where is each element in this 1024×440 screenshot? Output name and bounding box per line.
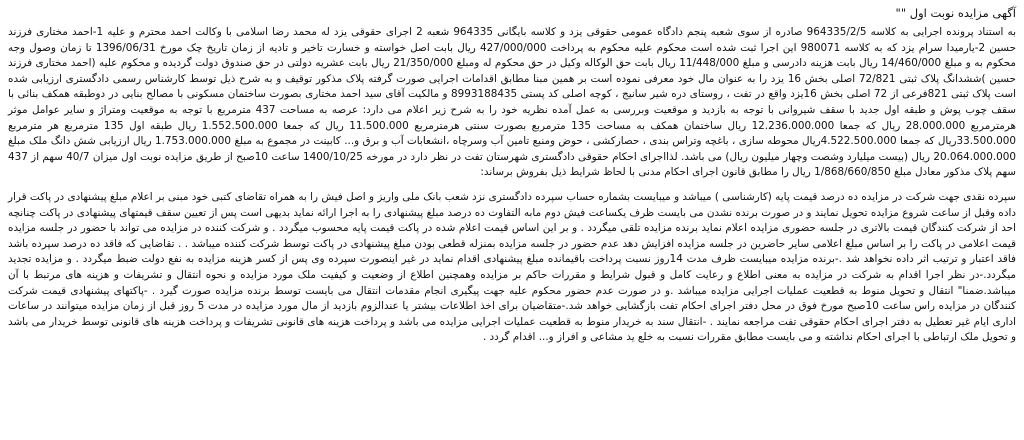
paragraph-divider <box>8 181 1016 190</box>
notice-title: آگهی مزایده نوبت اول "" <box>895 6 1016 20</box>
notice-body-paragraph-1: به استناد پرونده اجرایی به کلاسه 964335/2/5 صادره از سوی شعبه پنجم دادگاه عمومی حقوقی یزد و کلاسه بایگانی 964335 شعبه 2 اجرای حقوقی یزد له محمد رضا اسلامی با وکالت احمد محترم و علیه 1-احمد مختاری فرزند حسین 2-یارمیدا سرام یزد که به کلاسه 980071 این اجرا ثبت شده است محکوم علیه محکوم به پرداخت 427/000/000 ریال بابت اصل خواسته و خسارت تاخیر و تادیه از زمان تاریخ چک مورخ 1396/06/31 تا زمان وصول وجه محکوم به و مبلغ 14/460/000 ریال بابت هزینه دادرسی و مبلغ 11/448/000 ریال بابت حق الوکاله وکیل در حق محکوم له ومبلغ 21/350/000 ریال بابت عشریه دولتی در حق صندوق دولت گردیده و محکوم علیه (احمد مختاری فرزند حسین )ششدانگ پلاک ثبتی 72/821 اصلی بخش 16 یزد را به عنوان مال خود معرفی نموده است بر همین مبنا مطابق اقدامات اجرایی صورت گرفته پلاک مذکور توقیف و به شرح ذیل توسط کارشناس رسمی دادگستری ارزیابی شده است پلاک ثبتی 821فرعی از 72 اصلی بخش 16یزد واقع در تفت ، روستای دره شیر سانیج ، کوچه اصلی کد پستی 8993188435 و مالکیت آقای سید احمد مختاری بصورت ساختمان مسکونی با مصالح بنایی در دوطبقه همکف بنائی با سقف چوب پوش و طبقه اول جدید با سقف شیروانی با توجه به بازدید و موقعیت وبررسی به عمل آمده نظریه خود را به شرح زیر اعلام می دارد: عرصه به مساحت 437 مترمربع با توجه به موقعیت ومتراژ و سایر عوامل موثر هرمترمربع 28.000.000 ریال که جمعا 12.236.000.000 ریال ساختمان همکف به مساحت 135 مترمربع بصورت سنتی هرمترمربع 11.500.000 ریال که جمعا 1.552.500.000 ریال طبقه اول 135 مترمربع هر مترمربع 33.500.000ریال که جمعا 4.522.500.000ریال محوطه سازی ، باغچه وتراس بندی ، حصارکشی ، حوض ومنبع تامین آب وسرچاه ،انشعابات آب و برق و... کابینت در مجموع به مبلغ 1.753.000.000 ریال ارزیابی شش دانگ ملک مبلغ 20.064.000.000 ریال (بیست میلیارد وشصت وچهار میلیون ریال) می باشد. لذااجرای احکام حقوقی دادگستری شهرستان تفت در نظر دارد در مورخه 1400/10/25 ساعت 10صبح از طریق مزایده نوبت اول میزان 40/7 سهم از 437 سهم پلاک مذکور معادل مبلغ 1/868/660/850 ریال را مطابق قانون اجرای احکام مدنی با لحاظ شرایط ذیل بفروش برساند: <box>8 26 1017 179</box>
notice-body-paragraph-2: سپرده نقدی جهت شرکت در مزایده ده درصد قیمت پایه (کارشناسی ) میباشد و میبایست بشماره حساب سپرده دادگستری نزد شعب بانک ملی واریز و اصل فیش را به همراه تقاضای کتبی خود مبنی بر اعلام مبلغ پیشنهادی در پاکت قرار داده وقبل از ساعت شروع مزایده تحویل نمایند و در صورت برنده نشدن می بایست ظرف یکساعت فیش دوم مابه التفاوت ده درصد مبلغ پیشنهادی را به اجرا ارائه نماید بدیهی است پس از تعیین سقف قیمتهای پیشنهادی در پاکت چنانچه احد از شرکت کنندگان قیمت بالاتری در جلسه حضوری مزایده اعلام نماید برنده مزایده تلقی میگردد . و بر این اساس قیمت اعلام شده در پاکت قیمت پایه محسوب میگردد . و شرکت کننده در مزایده می تواند با حضور در جلسه مزایده قیمت اعلامی در پاکت را بر اساس مبلغ اعلامی سایر حاضرین در جلسه مزایده افزایش دهد عدم حضور در جلسه مزایده بمنزله قطعی بودن مبلغ پیشنهادی در پاکت توسط شرکت کننده میباشد . . تقاضایی که فاقد ده درصد سپرده باشد فاقد اعتبار و ترتیب اثر داده نخواهد شد .-برنده مزایده میبایست ظرف مدت 14روز نسبت پرداخت باقیمانده مبلغ پیشنهادی اقدام نماید در غیر اینصورت سپرده وی پس از کسر هزینه مزایده به نفع دولت ضبط میگردد . و مزایده تجدید میگردد.-در نظر اجرا اقدام به شرکت در مزایده به معنی اطلاع و رعایت کامل و قبول شرایط و مقررات حاکم بر مزایده وهمچنین اطلاع از وضعیت و کیفیت ملک مورد مزایده و نحوه انتقال و تشریفات و هزینه های مرتبط با آن میباشد.ضمنا" انتقال و تحویل منوط به قطعیت عملیات اجرایی مزایده میباشد .و در صورت عدم حضور محکوم علیه جهت پیگیری انجام مقدمات انتقال می بایست توسط برنده مزایده صورت گیرد . -پاکتهای پیشنهادی قیمت شرکت کنندگان در مزایده راس ساعت 10صبح مورخ فوق در محل دفتر اجرای احکام تفت بازگشایی خواهد شد.-متقاضیان برای اخذ اطلاعات بیشتر یا عندالزوم بازدید از مال مورد مزایده در مدت 5 روز قبل از زمان مزایده میتوانند در ساعات اداری ایام غیر تعطیل به دفتر اجرای احکام حقوقی تفت مراجعه نمایند . -انتقال سند به خریدار منوط به قطعیت عملیات اجرایی مزایده می باشد و پرداخت هزینه های قانونی تشریفات و پرداخت هزینه های قانونی توسط خریدار می باشد و تحویل ملک ارتباطی با اجرای احکام نداشته و می بایست مطابق مقررات نسبت به خلع ید مشاعی و افراز و... اقدام گردد . <box>8 190 1016 344</box>
